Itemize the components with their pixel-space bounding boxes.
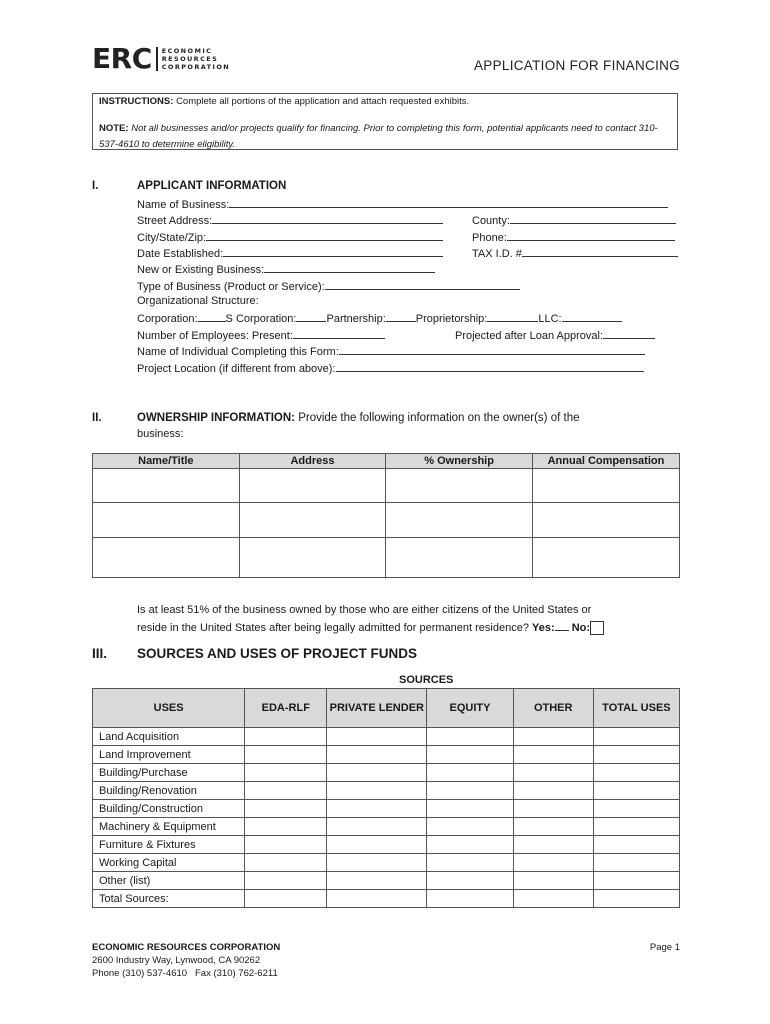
footer-org: ECONOMIC RESOURCES CORPORATION (92, 942, 281, 953)
table-cell[interactable] (327, 782, 427, 800)
table-cell[interactable] (245, 836, 327, 854)
table-cell[interactable] (245, 728, 327, 746)
logo-line: CORPORATION (161, 63, 231, 71)
field-employees-present[interactable] (137, 328, 385, 342)
table-cell[interactable] (427, 782, 513, 800)
yes-label: Yes: (532, 622, 555, 634)
field-label: Projected after Loan Approval: (455, 330, 603, 342)
instructions-text: Complete all portions of the application and attach requested exhibits. (176, 96, 470, 107)
table-cell[interactable] (593, 818, 679, 836)
field-name-of-business[interactable] (137, 197, 668, 211)
row-label: Furniture & Fixtures (93, 836, 245, 854)
section-2-description-cont: business: (137, 428, 184, 440)
table-cell[interactable] (513, 854, 593, 872)
table-cell[interactable] (427, 818, 513, 836)
column-header: USES (93, 689, 245, 728)
citizenship-question-text: reside in the United States after being legally admitted for permanent residence? (137, 622, 529, 634)
logo-mark: ERC (92, 42, 152, 75)
row-label: Machinery & Equipment (93, 818, 245, 836)
table-cell[interactable] (427, 764, 513, 782)
table-cell[interactable] (245, 800, 327, 818)
sources-uses-header-row (93, 689, 680, 728)
table-cell[interactable] (93, 538, 240, 578)
table-cell[interactable] (593, 782, 679, 800)
table-cell[interactable] (386, 469, 533, 503)
instructions-line (99, 96, 469, 107)
option-s-corporation: S Corporation: (225, 313, 297, 325)
instructions-box (92, 93, 678, 150)
field-tax-id[interactable] (472, 246, 678, 260)
option-corporation: Corporation: (137, 313, 198, 325)
table-cell[interactable] (513, 800, 593, 818)
table-row (93, 503, 680, 538)
footer (92, 941, 280, 980)
table-row (93, 872, 680, 890)
table-cell[interactable] (532, 469, 679, 503)
logo-divider (156, 47, 158, 71)
field-label: Number of Employees: Present: (137, 330, 293, 342)
page-number: Page 1 (649, 942, 680, 953)
column-header: % Ownership (386, 454, 533, 469)
field-label: City/State/Zip: (137, 232, 207, 244)
table-row (93, 854, 680, 872)
table-cell[interactable] (427, 836, 513, 854)
field-completing-name[interactable] (137, 344, 645, 358)
section-3-title: SOURCES AND USES OF PROJECT FUNDS (137, 646, 418, 661)
logo-line: ECONOMIC (161, 47, 213, 55)
table-cell[interactable] (327, 836, 427, 854)
field-street-address[interactable] (137, 213, 443, 227)
erc-logo (92, 44, 230, 74)
note-label: NOTE: (99, 123, 129, 134)
table-cell[interactable] (245, 854, 327, 872)
table-cell[interactable] (513, 764, 593, 782)
table-cell[interactable] (386, 503, 533, 538)
table-cell[interactable] (513, 818, 593, 836)
row-label: Other (list) (93, 872, 245, 890)
table-cell[interactable] (327, 890, 427, 908)
section-2-description: Provide the following information on the owner(s) of the (298, 412, 580, 424)
table-cell[interactable] (93, 503, 240, 538)
field-label: Project Location (if different from above): (137, 363, 336, 375)
table-cell[interactable] (593, 854, 679, 872)
row-label: Building/Construction (93, 800, 245, 818)
ownership-header-row (93, 454, 680, 469)
table-cell[interactable] (93, 469, 240, 503)
field-type-of-business[interactable] (137, 279, 520, 293)
option-partnership: Partnership: (326, 313, 386, 325)
section-2-header (137, 412, 579, 424)
row-label: Land Acquisition (93, 728, 245, 746)
table-cell[interactable] (593, 728, 679, 746)
table-cell[interactable] (593, 764, 679, 782)
table-cell[interactable] (427, 746, 513, 764)
no-checkbox[interactable] (590, 621, 604, 635)
table-cell[interactable] (532, 503, 679, 538)
logo-line: RESOURCES (161, 55, 219, 63)
column-header: TOTAL USES (593, 689, 679, 728)
table-cell[interactable] (239, 538, 386, 578)
table-cell[interactable] (327, 746, 427, 764)
section-3-number: III. (92, 646, 108, 661)
table-cell[interactable] (513, 782, 593, 800)
table-cell[interactable] (239, 503, 386, 538)
table-cell[interactable] (593, 836, 679, 854)
table-cell[interactable] (532, 538, 679, 578)
table-cell[interactable] (327, 728, 427, 746)
row-label: Building/Purchase (93, 764, 245, 782)
table-cell[interactable] (427, 890, 513, 908)
section-2-number: II. (92, 412, 102, 424)
footer-contact (92, 967, 280, 980)
table-cell[interactable] (427, 728, 513, 746)
field-date-established[interactable] (137, 246, 443, 260)
column-header: PRIVATE LENDER (327, 689, 427, 728)
field-label: New or Existing Business: (137, 264, 265, 276)
instructions-label: INSTRUCTIONS: (99, 96, 174, 107)
field-label: Name of Individual Completing this Form: (137, 346, 339, 358)
table-cell[interactable] (513, 836, 593, 854)
table-cell[interactable] (245, 890, 327, 908)
column-header: Address (239, 454, 386, 469)
table-cell[interactable] (593, 746, 679, 764)
yes-blank[interactable] (555, 620, 569, 631)
field-new-or-existing[interactable] (137, 262, 435, 276)
field-org-structure-label: Organizational Structure: (137, 295, 259, 307)
logo-wordmark (162, 47, 230, 71)
table-row (93, 746, 680, 764)
table-row (93, 836, 680, 854)
table-cell[interactable] (245, 746, 327, 764)
field-label: Date Established: (137, 248, 224, 260)
table-cell[interactable] (245, 872, 327, 890)
note-line (99, 121, 671, 153)
document-title: APPLICATION FOR FINANCING (473, 58, 680, 73)
option-proprietorship: Proprietorship: (415, 313, 488, 325)
table-cell[interactable] (245, 764, 327, 782)
field-label: Street Address: (137, 215, 213, 227)
section-2-title: OWNERSHIP INFORMATION: (137, 412, 296, 424)
field-phone[interactable] (472, 230, 675, 244)
table-cell[interactable] (327, 818, 427, 836)
table-cell[interactable] (427, 854, 513, 872)
table-cell[interactable] (513, 728, 593, 746)
table-row (93, 800, 680, 818)
table-row (93, 469, 680, 503)
table-cell[interactable] (245, 818, 327, 836)
field-label: TAX I.D. # (472, 248, 522, 260)
column-header: EQUITY (427, 689, 513, 728)
table-row (93, 728, 680, 746)
section-1-number: I. (92, 180, 99, 192)
field-label: Name of Business: (137, 199, 230, 211)
field-county[interactable] (472, 213, 676, 227)
note-text: Not all businesses and/or projects qualify for financing. Prior to completing this form, potential applicants need to contact 310-537-4610 to determine eligibility. (99, 123, 658, 150)
field-label: County: (472, 215, 510, 227)
sources-uses-table (92, 688, 680, 908)
option-llc: LLC: (538, 313, 562, 325)
table-cell[interactable] (593, 800, 679, 818)
table-row (93, 764, 680, 782)
table-cell[interactable] (593, 872, 679, 890)
field-city-state-zip[interactable] (137, 230, 443, 244)
field-employees-projected[interactable] (455, 328, 655, 342)
column-header: Annual Compensation (532, 454, 679, 469)
section-1-title: APPLICANT INFORMATION (137, 180, 287, 192)
column-header: OTHER (513, 689, 593, 728)
table-cell[interactable] (427, 872, 513, 890)
field-org-structure-options[interactable] (137, 311, 622, 325)
row-label: Land Improvement (93, 746, 245, 764)
table-cell[interactable] (327, 872, 427, 890)
table-cell[interactable] (513, 872, 593, 890)
ownership-table (92, 453, 680, 578)
table-cell[interactable] (513, 890, 593, 908)
sources-label: SOURCES (399, 674, 454, 686)
field-label: Type of Business (Product or Service): (137, 281, 325, 293)
citizenship-question-line-1: Is at least 51% of the business owned by those who are either citizens of the United States or (137, 604, 592, 616)
field-label: Phone: (472, 232, 507, 244)
table-cell[interactable] (245, 782, 327, 800)
citizenship-question-line-2 (137, 620, 604, 635)
field-project-location[interactable] (137, 361, 644, 375)
table-row (93, 818, 680, 836)
footer-fax: Fax (310) 762-6211 (195, 968, 278, 979)
row-label: Working Capital (93, 854, 245, 872)
footer-address: 2600 Industry Way, Lynwood, CA 90262 (92, 955, 261, 966)
no-label: No: (571, 622, 591, 634)
table-cell[interactable] (513, 746, 593, 764)
table-row (93, 782, 680, 800)
row-label: Building/Renovation (93, 782, 245, 800)
table-row (93, 538, 680, 578)
table-cell[interactable] (327, 800, 427, 818)
table-cell[interactable] (386, 538, 533, 578)
column-header: EDA-RLF (245, 689, 327, 728)
row-label: Total Sources: (93, 890, 245, 908)
table-row (93, 890, 680, 908)
table-cell[interactable] (239, 469, 386, 503)
footer-phone: Phone (310) 537-4610 (92, 968, 188, 979)
table-cell[interactable] (427, 800, 513, 818)
column-header: Name/Title (93, 454, 240, 469)
table-cell[interactable] (593, 890, 679, 908)
table-cell[interactable] (327, 764, 427, 782)
table-cell[interactable] (327, 854, 427, 872)
